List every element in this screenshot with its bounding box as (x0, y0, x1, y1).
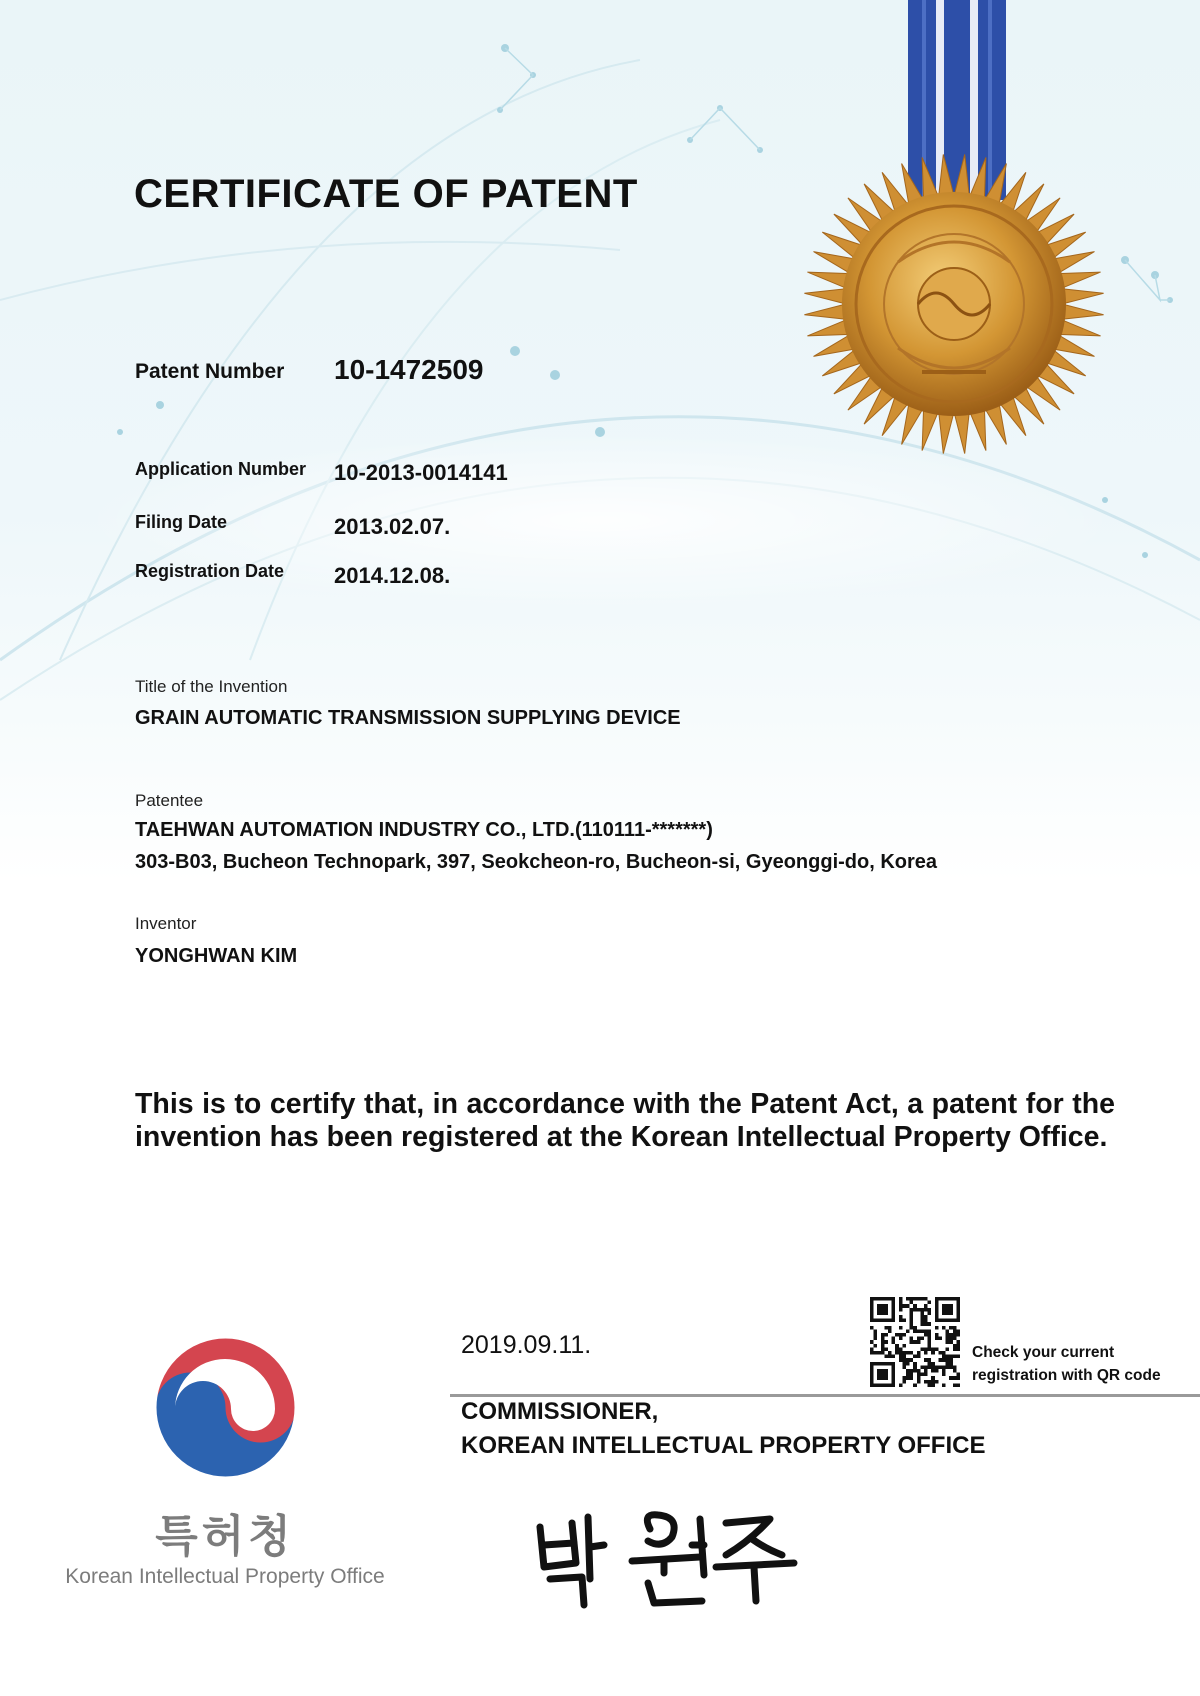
application-number-value: 10-2013-0014141 (334, 460, 508, 485)
kipo-name-english: Korean Intellectual Property Office (65, 1565, 385, 1588)
patentee-address: 303-B03, Bucheon Technopark, 397, Seokcheon-ro, Bucheon-si, Gyeonggi-do, Korea (135, 851, 938, 873)
issue-date: 2019.09.11. (461, 1331, 592, 1359)
issuer-title: COMMISSIONER, (461, 1398, 659, 1425)
application-number-label: Application Number (135, 459, 307, 479)
registration-date-value: 2014.12.08. (334, 563, 451, 588)
certification-statement: This is to certify that, in accordance with the Patent Act, a patent for the invention has been registered at the Korean Intellectual Property Office. (135, 1088, 1115, 1153)
patent-number-value: 10-1472509 (334, 354, 484, 385)
inventor-label: Inventor (135, 914, 197, 933)
kipo-logo-icon (153, 1335, 298, 1480)
qr-caption: Check your current registration with QR code (972, 1344, 1161, 1384)
signature-icon (530, 1505, 800, 1610)
certificate-title: CERTIFICATE OF PATENT (134, 172, 638, 216)
invention-title-value: GRAIN AUTOMATIC TRANSMISSION SUPPLYING DEVICE (135, 707, 681, 729)
patent-number-label: Patent Number (135, 360, 285, 383)
kipo-name-korean: 특허청 (155, 1512, 295, 1561)
filing-date-label: Filing Date (135, 512, 228, 532)
invention-title-label: Title of the Invention (135, 677, 288, 696)
filing-date-value: 2013.02.07. (334, 514, 451, 539)
patentee-name: TAEHWAN AUTOMATION INDUSTRY CO., LTD.(110111-*******) (135, 819, 713, 841)
registration-date-label: Registration Date (135, 561, 285, 581)
qr-code-icon[interactable] (870, 1297, 960, 1387)
inventor-name: YONGHWAN KIM (135, 945, 298, 967)
gold-seal-icon (802, 152, 1106, 456)
patentee-label: Patentee (135, 791, 204, 810)
footer-divider (450, 1394, 1200, 1397)
issuer-office: KOREAN INTELLECTUAL PROPERTY OFFICE (461, 1432, 986, 1459)
